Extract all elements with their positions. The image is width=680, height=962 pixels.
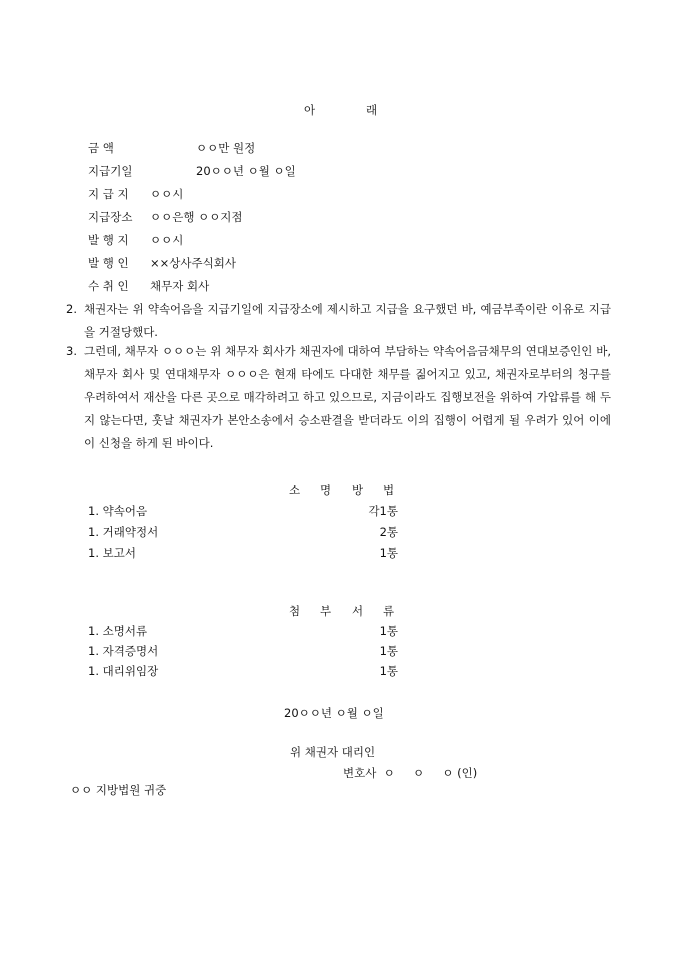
evidence-title-char: 소 — [289, 483, 301, 497]
detail-row — [88, 209, 348, 225]
attachment-item-name: 1. 자격증명서 — [88, 644, 159, 658]
heading-right: 래 — [366, 103, 378, 117]
detail-value: 채무자 회사 — [150, 279, 210, 293]
detail-label: 지급장소 — [88, 210, 133, 224]
evidence-item-name: 1. 약속어음 — [88, 504, 148, 518]
paragraph-text: 채권자는 위 약속어음을 지급기일에 지급장소에 제시하고 지급을 요구했던 바, 예금부족이란 이유로 지급을 거절당했다. — [84, 302, 611, 339]
detail-row — [88, 232, 348, 248]
attachment-item-count: 1통 — [379, 644, 398, 658]
paragraph-number: 2. — [66, 302, 77, 316]
attachment-item — [88, 663, 398, 679]
detail-row — [88, 140, 348, 156]
document-date: 20ㅇㅇ년 ㅇ월 ㅇ일 — [284, 706, 384, 720]
detail-value: ㅇㅇ시 — [150, 233, 184, 247]
evidence-item — [88, 545, 398, 561]
paragraph-text: 그런데, 채무자 ㅇㅇㅇ는 위 채무자 회사가 채권자에 대하여 부담하는 약속어음금채무의 연대보증인인 바, 채무자 회사 및 연대채무자 ㅇㅇㅇ은 현재 타에도 다대한 채무를 짊어지고 있고, 채권자로부터의 청구를 우려하여서 재산을 다른 곳으로 매각하려고 하고 있으므로, 지금이라도 집행보전을 위하여 가압류를 해 두지 않는다면, 훗날 채권자가 본안소송에서 승소판결을 받더라도 이의 집행이 어렵게 될 우려가 있어 이에 이 신청을 하게 된 바이다. — [84, 344, 611, 450]
evidence-title-char: 명 — [320, 483, 332, 497]
detail-label: 지급기일 — [88, 164, 133, 178]
evidence-item-count: 1통 — [379, 546, 398, 560]
court-addressee: ㅇㅇ 지방법원 귀중 — [70, 783, 167, 797]
heading-left: 아 — [304, 103, 316, 117]
evidence-item-count: 각1통 — [368, 504, 398, 518]
evidence-item-name: 1. 거래약정서 — [88, 525, 159, 539]
evidence-title-char: 법 — [383, 483, 395, 497]
detail-value: ㅇㅇ시 — [150, 187, 184, 201]
signature-line-1: 위 채권자 대리인 — [290, 745, 376, 759]
evidence-item — [88, 503, 398, 519]
detail-label: 금 액 — [88, 141, 114, 155]
detail-label: 발 행 지 — [88, 233, 129, 247]
detail-row — [88, 163, 348, 179]
attachment-item — [88, 643, 398, 659]
attachments-title-char: 첨 — [289, 604, 301, 618]
detail-row — [88, 278, 348, 294]
detail-label: 수 취 인 — [88, 279, 129, 293]
evidence-item — [88, 524, 398, 540]
attachment-item-count: 1통 — [379, 664, 398, 678]
attachment-item-name: 1. 대리위임장 — [88, 664, 159, 678]
attachment-item-name: 1. 소명서류 — [88, 624, 148, 638]
attachment-item-count: 1통 — [379, 624, 398, 638]
detail-label: 지 급 지 — [88, 187, 129, 201]
detail-value: ㅇㅇ만 원정 — [196, 141, 256, 155]
attachment-item — [88, 623, 398, 639]
evidence-item-count: 2통 — [379, 525, 398, 539]
detail-label: 발 행 인 — [88, 256, 129, 270]
evidence-title-char: 방 — [352, 483, 364, 497]
evidence-item-name: 1. 보고서 — [88, 546, 136, 560]
paragraph-3 — [66, 340, 611, 480]
detail-value: ××상사주식회사 — [150, 256, 236, 270]
attachments-title-char: 서 — [352, 604, 364, 618]
paragraph-2 — [66, 298, 611, 344]
detail-row — [88, 186, 348, 202]
detail-value: 20ㅇㅇ년 ㅇ월 ㅇ일 — [196, 164, 296, 178]
paragraph-number: 3. — [66, 344, 77, 358]
detail-row — [88, 255, 348, 271]
attachments-title-char: 부 — [320, 604, 332, 618]
detail-value: ㅇㅇ은행 ㅇㅇ지점 — [150, 210, 243, 224]
attachments-title-char: 류 — [383, 604, 395, 618]
signature-line-2: 변호사 ㅇ ㅇ ㅇ (인) — [343, 766, 478, 780]
